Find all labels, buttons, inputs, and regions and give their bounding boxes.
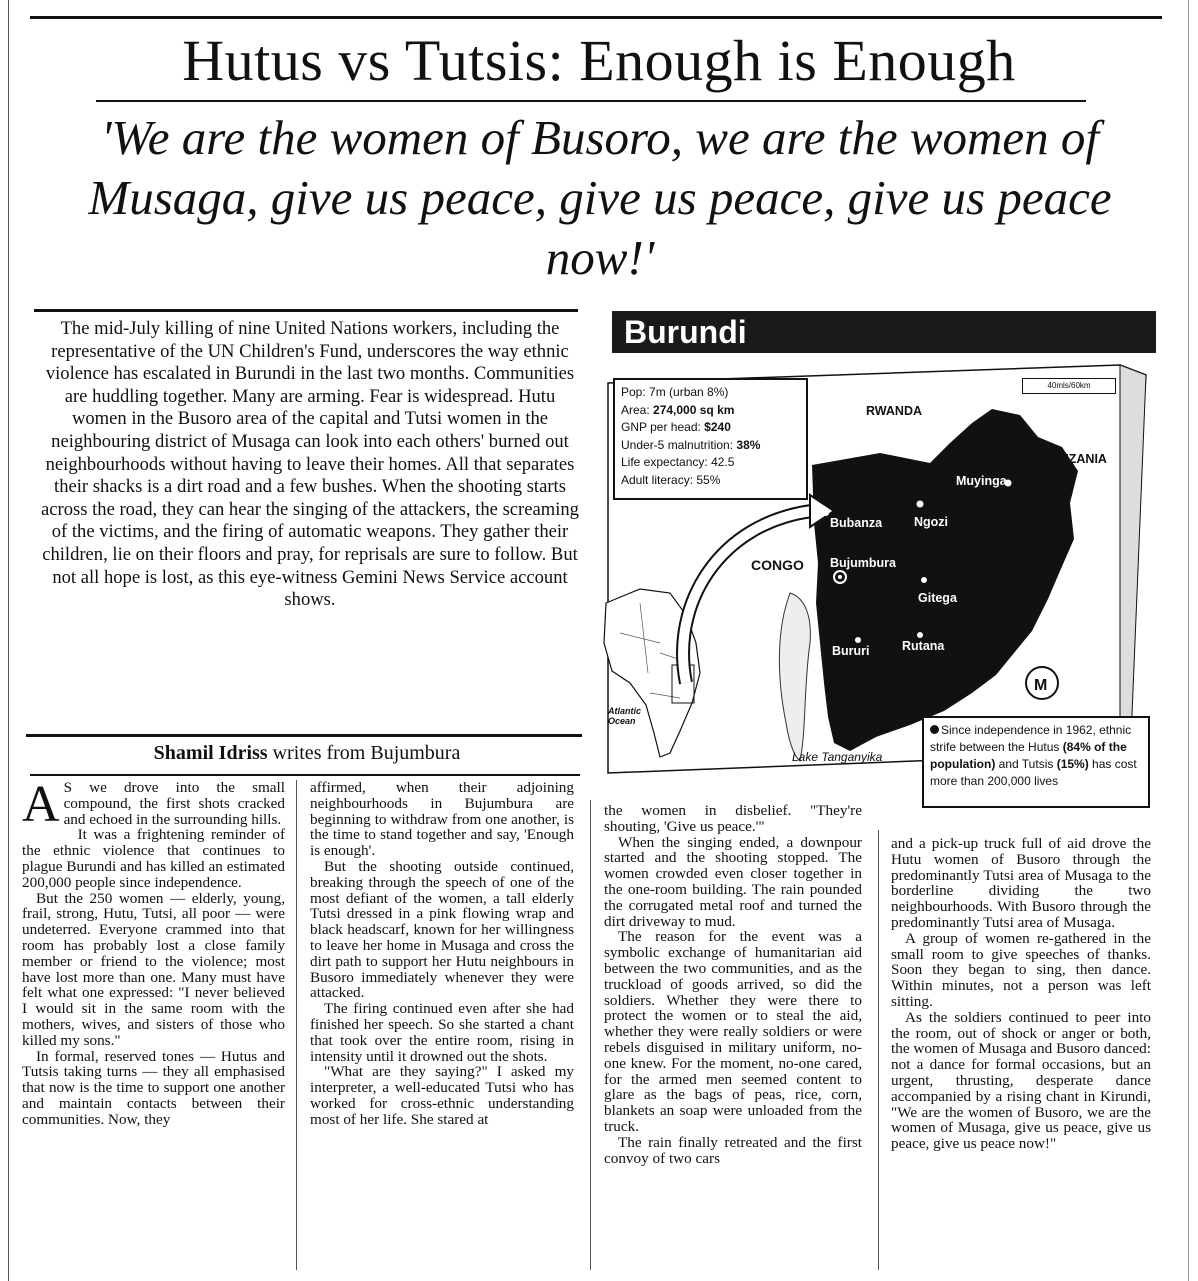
paragraph: S we drove into the small compound, the first shots cracked and echoed in the surrounding hills. (63, 779, 285, 828)
label-congo: CONGO (751, 557, 804, 573)
town-dot (917, 632, 923, 638)
byline-location: writes from Bujumbura (267, 742, 461, 764)
pull-quote: 'We are the women of Busoro, we are the women of Musaga, give us peace, give us peace, give us peace now!' (88, 110, 1112, 285)
column-rule-3 (878, 830, 879, 1270)
stat-row: Adult literacy: 55% (621, 472, 721, 487)
stat-row: Life expectancy: 42.5 (621, 455, 735, 469)
paragraph: A group of women re-gathered in the small room to give speeches of thanks. Soon they began to sing, then dance. Within minutes, not a person was left sitting. (891, 929, 1151, 1010)
label-gitega: Gitega (918, 591, 957, 605)
previous-article-fragment (0, 0, 1198, 16)
lead-rule (34, 309, 578, 312)
paragraph: As the soldiers continued to peer into the room, out of shock or anger or both, the women of Musaga and Busoro danced: not a dance for formal occasions, but an urgent, thrusting, desperate dance accompanied by a rising chant in Kirundi, "We are the women of Busoro, we are the women of Musaga, give us peace, give us peace, give us peace now!" (891, 1008, 1151, 1153)
byline-underline (30, 774, 580, 776)
town-dot (855, 637, 861, 643)
byline-author: Shamil Idriss (153, 742, 268, 764)
paragraph: It was a frightening reminder of the ethnic violence that continues to plague Burundi and has killed an estimated 200,000 people since independence. (22, 826, 285, 891)
paragraph: The rain finally retreated and the first convoy of two cars (604, 1133, 862, 1167)
paragraph: The firing continued even after she had finished her speech. So she started a chant that took over the entire room, rising in intensity until it drowned out the shots. (310, 1000, 574, 1065)
top-rule (30, 16, 1162, 19)
capital-dot-center (838, 575, 842, 579)
article-column-1 (22, 776, 285, 1128)
article-column-4 (891, 836, 1151, 1152)
paragraph: and a pick-up truck full of aid drove the Hutu women of Busoro through the predominantly Tutsi area of Musaga to the borderline dividing the two neighbourhoods. With Busoro through the predominantly Tutsi area of Musaga. (891, 835, 1151, 931)
bullet-icon (930, 725, 939, 734)
paragraph: affirmed, when their adjoining neighbourhoods in Bujumbura are beginning to withdraw from one another, is the time to stand together and say, 'Enough is enough'. (310, 779, 574, 860)
label-tanzania: TANZANIA (1044, 452, 1107, 466)
town-dot (917, 501, 924, 508)
article-column-3 (604, 803, 862, 1166)
paragraph: In formal, reserved tones — Hutus and Tutsis taking turns — they all emphasised that now is the time to support one another and maintain contacts between their communities. Now, they (22, 1047, 285, 1128)
byline-rule (26, 734, 582, 737)
map-title: Burundi (612, 311, 1156, 353)
stat-row: Under-5 malnutrition: 38% (621, 437, 761, 452)
lead-paragraph: The mid-July killing of nine United Nations workers, including the representative of the UN Children's Fund, underscores the way ethnic violence has escalated in Burundi in the last two months. Communities are huddling together. Many are arming. Fear is widespread. Hutu women in the Busoro area of the capital and Tutsi women in the neighbouring district of Musaga can look into each others' burned out neighbourhoods without having to leave their homes. All that separates their shacks is a dirt road and a few bushes. When the shooting starts across the road, they can hear the singing of the attackers, the screaming of the victims, and the firing of automatic weapons. They gather their children, lie on their floors and pray, for reprisals are sure to follow. But not all hope is lost, as this eye-witness Gemini News Service account shows. (41, 318, 579, 611)
stat-row: GNP per head: $240 (621, 420, 731, 434)
paragraph: When the singing ended, a downpour started and the shooting stopped. The women crowded even closer together in the one-room building. The rain pounded the corrugated metal roof and turned the dirt driveway to mud. (604, 833, 862, 930)
paragraph: But the 250 women — elderly, young, frail, strong, Hutu, Tutsi, all poor — were undeterred. Everyone crammed into that room has probably lost a close family member or friend to the violence; most have lost more than one. Many must have felt what one expressed: "I never believed I would sit in the same room with the mothers, wives, and sisters of those who killed my sons." (22, 889, 285, 1049)
label-bubanza: Bubanza (830, 516, 883, 530)
country-stats-box (613, 378, 808, 500)
town-dot (921, 577, 927, 583)
gemini-logo-mark: M (1034, 677, 1048, 694)
label-rutana: Rutana (902, 639, 945, 653)
paragraph: The reason for the event was a symbolic exchange of humanitarian aid between the two communities, and as the truckload of goods arrived, so did the soldiers. Whether they were there to protect the women or to steal the aid, whether they were really soldiers or were rebels disguised in military uniform, no-one knew. For the moment, no-one cared, for the armed men seemed content to glare as the bags of peas, rice, corn, blankets an soap were unloaded from the truck. (604, 928, 862, 1135)
casualty-note-box: Since independence in 1962, ethnic strife between the Hutus (84% of the population) and Tutsis (15%) has cost more than 200,000 lives (922, 716, 1150, 808)
label-bujumbura: Bujumbura (830, 556, 896, 570)
town-dot (823, 510, 829, 516)
paragraph: the women in disbelief. "They're shouting, 'Give us peace.'" (604, 802, 862, 835)
paragraph: But the shooting outside continued, breaking through the speech of one of the most defiant of the women, a tall elderly Tutsi dressed in a pink flowing wrap and black headscarf, known for her willingness to leave her home in Musaga and cross the dirt path to support her Hutu neighbours in Busoro immediately whenever they were attacked. (310, 857, 574, 1002)
label-atlantic-ocean: Atlantic Ocean (608, 706, 642, 726)
label-muyinga: Muyinga (956, 474, 1007, 488)
right-edge-rule (1188, 0, 1189, 1281)
label-lake-tanganyika: Lake Tanganyika (792, 750, 883, 764)
label-rwanda: RWANDA (866, 404, 923, 418)
map-scale: 40mls/60km (1022, 378, 1116, 394)
column-rule-2 (590, 800, 591, 1270)
paragraph: "What are they saying?" I asked my interpreter, a well-educated Tutsi who has worked for cross-ethnic understanding most of her life. She stared at (310, 1063, 574, 1128)
column-rule-1 (296, 780, 297, 1270)
headline: Hutus vs Tutsis: Enough is Enough (182, 28, 1016, 93)
stat-row: Pop: 7m (urban 8%) (621, 385, 729, 399)
label-ngozi: Ngozi (914, 515, 949, 529)
stat-row: Area: 274,000 sq km (621, 402, 735, 417)
article-column-2 (310, 780, 574, 1128)
label-bururi: Bururi (832, 644, 870, 658)
map-panel-edge (1120, 365, 1146, 763)
drop-cap: A (22, 776, 60, 833)
headline-underline (96, 100, 1086, 102)
byline (22, 742, 592, 765)
left-column-rule (8, 0, 9, 1281)
